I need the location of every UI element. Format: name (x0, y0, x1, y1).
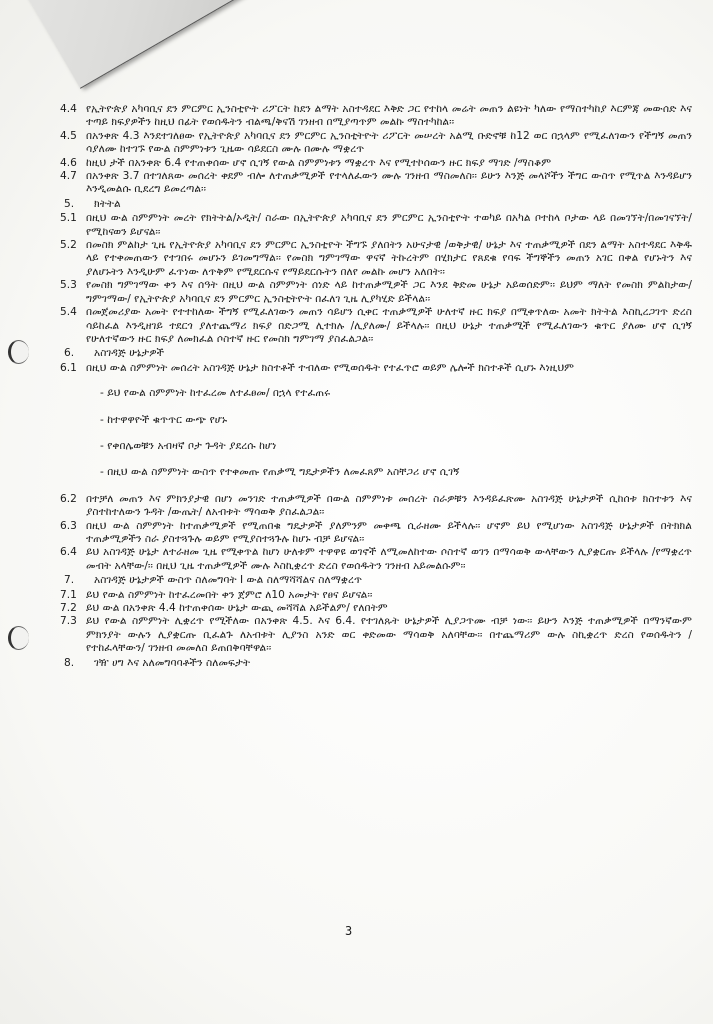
clause-number: 5.1 (60, 212, 77, 225)
clause-6-4 (60, 546, 692, 573)
clause-text: በተቻለ መጠን እና ምክንያታዊ በሆነ መንገድ ተጠቃሚዎች በውል ስምምነቱ መሰረት ስራዎቹን እንዳይፈጽሙ አስገዳጅ ሁኔታዎች ሲከሰቱ ክስተቱን እና ያስተከተለውን ጉዳት /ውጤት/ ለአብቱት ማሳወቅ ያስፈልጋል፡፡ (86, 492, 692, 519)
list-item: - የቀበሌወቹን አብዛኛ ቦታ ጉዳት ያደረሱ ከሆነ (100, 439, 277, 452)
clause-number: 5.4 (60, 306, 77, 319)
section-number: 8. (64, 656, 75, 669)
clause-text: በመጀመሪያው አመት የተተከለው ችግኝ የሚፈለገውን መጠን ሳይሆን ሲቀር ተጠቃሚዎች ሁለተኛ ዙር ክፍያ በሚቀጥለው አመት ክትትል እስኪረጋገጥ ድረስ ሳይከፈል እንዲዘገይ ተደርጎ ያለተጨማሪ ክፍያ በድጋሚ ሊተክሉ /ሊያለሙ/ ይችላሉ፡፡ በዚህ ሁኔታ ተጠቃሚች የሚፈለገውን ቁጥር ያለሙ ሆኖ ሲገኝ የሁለተኛውን ዙር ክፍያ ለመክፈል ሶስተኛ ዙር የመስክ ግምገማ ያስፈልጋል፡፡ (86, 306, 692, 345)
clause-6-1 (60, 362, 692, 375)
clause-text: የመስክ ግምገማው ቀን እና ሰዓት በዚህ ውል ስምምነት ሰነድ ላይ ከተጠቃሚዎች ጋር እንደ ቅድመ ሁኔታ አይወሰድም፡፡ ይህም ማለት የመስክ ምልከታው/ግምገማው/ የኢትዮጵያ አካባቢና ደን ምርምር ኢንስቲትዮት በፈለገ ጊዜ ሊያካሂድ ይችላል፡፡ (86, 279, 692, 305)
clause-5-1 (60, 212, 692, 239)
list-item: - ከተዋዋዮች ቁጥጥር ውጭ የሆኑ (100, 413, 228, 426)
clause-text: በዚህ ውል ስምምነት መረት የክትትል/ኦዲት/ ስራው በኢትዮጵያ አካባቢና ደን ምርምር ኢንስቲዮት ተወካይ በአካል ቦተከላ ቦታው ላይ በመገኘት/በመገናኘት/ የሚከናወን ይሆናል፡፡ (86, 212, 692, 238)
clause-text: ይህ የውል ስምምነት ሊቋረጥ የሚችለው በአንቀጽ 4.5. እና 6.4. የተገለጹት ሁኔታዎች ሊያጋጥሙ ብቻ ነው፡፡ ይሁን እንጅ ተጠቃሚዎች በማንኛውም ምክንያት ውሉን ሊያቋርጡ ቢፈልጉ ለአብቱት ሊያንስ አንድ ወር ቀድመው ማሳወቅ አለባቸው፡፡ በተጨማሪም ውሉ ስኪቋረጥ ድረስ የወሰዱትን /የተከፈላቸውን/ ገንዘብ መመለስ ይጠበቅባቸዋል፡፡ (86, 615, 692, 655)
clause-number: 5.2 (60, 239, 77, 252)
clause-number: 4.5 (60, 129, 77, 142)
clause-6-3 (60, 520, 692, 547)
clause-text: በአንቀጽ 4.3 እንደተገለፀው የኢትዮጵያ አካባቢና ደን ምርምር ኢንስቲትዮት ሪፖርት መሠረት አልሚ ቡድኖቹ ከ12 ወር በኋላም የሚፈለገውን የችግኝ መጠን ሳያለሙ ከተገኙ የውል ስምምነቱን ጊዜው ሳይደርስ ሙሉ በሙሉ ማቋረጥ (86, 129, 692, 156)
clause-6-2 (60, 493, 692, 520)
force-majeure-conditions-list (100, 387, 692, 480)
clause-text: በዚህ ውል ስምምነት መሰረት አስገዳጅ ሁኔታ ክስተቶች ተብለው የሚወሰዱት የተፈጥሮ ወይም ሌሎች ክስተቶች ሲሆኑ እነዚህም (86, 361, 575, 374)
clause-4-6 (60, 157, 692, 170)
section-title: አስገዳጅ ሁኔታዎች ውስጥ ስለመግባት I ውል ስለማሻሻልና ስለማቋረጥ (94, 574, 363, 587)
clause-7-2 (60, 602, 692, 615)
section-title: ገዥ ሀግ እና አለመግባባቶችን ስለመፍታት (94, 656, 251, 669)
section-number: 7. (64, 574, 75, 587)
clause-number: 5.3 (60, 279, 77, 292)
clause-number: 4.6 (60, 156, 77, 169)
clause-7-1 (60, 589, 692, 602)
clause-text: ይህ ውል በአንቀጽ 4.4 ከተጠቀሰው ሁኔታ ውጪ መሻሻል አይችልም/ የለበትም (86, 602, 388, 614)
clause-text: በዚህ ውል ስምምነት ከተጠቃሚዎች የሚጠበቁ ግዴታዎች ያለምንም መቀጫ ሲራዘሙ ይችላሉ፡፡ ሆኖም ይህ የሚሆነው አስገዳጅ ሁኔታዎች በትክክል ተጠቃሚዎችን ስራ ያስተጓጉሉ ወይም የሚያስተጓጉሉ ከሆኑ ብቻ ይሆናል፡፡ (86, 519, 692, 545)
clause-text: የኢትዮጵያ አካባቢና ደን ምርምር ኢንስቲዮት ሪፖርት ከደን ልማት አስተዳደር እቅድ ጋር የተከላ መሬት መጠን ልዩነት ካለው የማስተካከያ እርምጃ መውሰድ እና ተጣይ ክፍያዎችን ከዚህ በፊት የወሰዱትን ብልጫ/ቅናሽ ገንዘብ በሚያጣጥም መልኩ ማስተካከል፡፡ (86, 103, 692, 129)
clause-5-3 (60, 279, 692, 306)
clause-number: 6.4 (60, 546, 77, 559)
page-number: 3 (345, 924, 353, 938)
folded-corner-previous-page (0, 0, 306, 89)
clause-text: ይህ የውል ስምምነት ከተፈረመበት ቀን ጀምሮ ለ10 አመታት የፀና ይሆናል፡፡ (86, 588, 373, 601)
section-7-heading (60, 574, 692, 587)
clause-number: 4.4 (60, 103, 77, 115)
section-6-heading (60, 347, 692, 360)
clause-number: 7.1 (60, 588, 77, 601)
clause-number: 6.2 (60, 492, 77, 505)
section-title: አስገዳጅ ሁኔታዎች (94, 347, 165, 360)
list-item: - በዚህ ውል ስምምነት ውስጥ የተቀመጡ የጠቃሚ ግዴታዎችን ለመፈጸም አስቸጋሪ ሆኖ ሲገኝ (100, 466, 460, 479)
clause-number: 7.3 (60, 615, 77, 628)
clause-4-7 (60, 170, 692, 197)
clause-5-2 (60, 239, 692, 279)
clause-text: ከዚህ ታች በአንቀጽ 6.4 የተጠቀሰው ሆኖ ሲገኝ የውል ስምምነቱን ማቋረጥ እና የሚተኮሰውን ዙር ክፍያ ማገድ /ማስቆም (86, 156, 552, 169)
clause-text: ይህ አስገዳጅ ሁኔታ ለተራዘመ ጊዜ የሚቀጥል ከሆነ ሁለቱም ተዋዋዩ ወገኖች ለሚመለከተው ሶስተኛ ወገን በማሳወቅ ውላቸውን ሊያቋርጡ ይችላሉ /የማቋረጥ መብት አላቸው/፡፡ በዚህ ጊዜ ተጠቃሚዎች ሙሉ እስኪቋረጥ ድረስ የወሰዱትን ገንዘብ አይመልሱም፡፡ (86, 546, 692, 572)
clause-4-4 (60, 103, 692, 130)
section-title: ክትትል (94, 197, 121, 210)
clause-number: 6.1 (60, 361, 77, 374)
section-number: 5. (64, 197, 75, 210)
clause-7-3 (60, 615, 692, 655)
list-item: - ይህ የውል ስምምነት ከተፈረመ ለተፈፀመ/ በኋላ የተፈጠሩ (100, 387, 331, 400)
clause-number: 4.7 (60, 170, 77, 183)
document-body (60, 103, 692, 671)
punch-hole-mark (8, 340, 29, 364)
clause-4-5 (60, 130, 692, 157)
section-8-heading (60, 657, 692, 670)
clause-number: 6.3 (60, 519, 77, 532)
punch-hole-mark (8, 626, 29, 650)
clause-text: በመስክ ምልከታ ጊዜ የኢትዮጵያ አካባቢና ደን ምርምር ኢንስቲዮት ችግኙ ያለበትን አሁናታዊ /ወቅታዊ/ ሁኔታ እና ተጠቃሚዎች በደን ልማት አስተዳደር እቅዱ ላይ የተቀመጠውን የተገበሩ መሆኑን ይገመግማል፡፡ የመስክ ግምገማው ዋናኛ ትኩረትም በሂክታር የጸደቁ የባፍ ችግኞችን መጠን አገር በቀል የሆኑትን እና ያለሆኑትን እንዲሁም ፈጥነው ለጥቅም የሚደርሱና የማይደርሱትን በለየ መልኩ መሆን አለበት፡፡ (86, 239, 692, 278)
clause-5-4 (60, 306, 692, 346)
clause-text: በአንቀጽ 3.7 በተገለጸው መሰረት ቀደም ብሎ ለተጠቃሚዎች የተላለፈውን ሙሉ ገንዘብ ማስመለስ፡፡ ይሁን እንጅ መላሾችን ችግር ውስጥ የሚጥል እንዳይሆን እንዲመልሱ ቢደረግ ይመረጣል፡፡ (86, 170, 693, 196)
section-number: 6. (64, 347, 75, 360)
section-5-heading (60, 198, 692, 211)
clause-number: 7.2 (60, 602, 77, 614)
